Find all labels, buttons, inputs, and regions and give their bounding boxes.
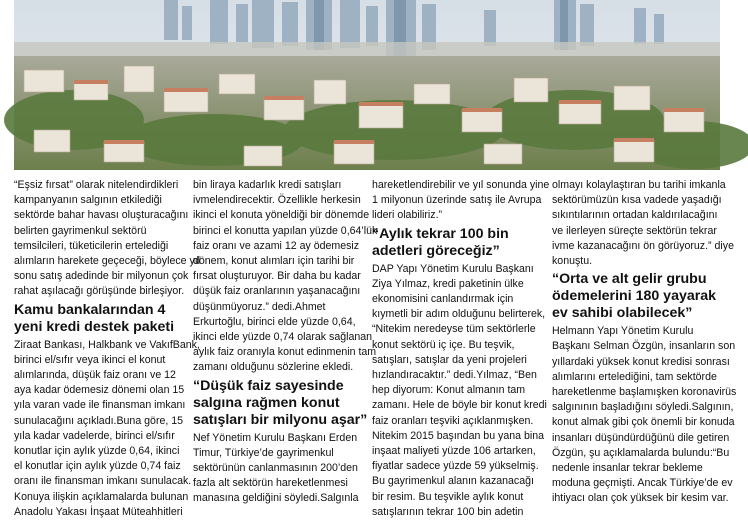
text-line: Nitekim 2015 başından bu yana bina <box>372 429 544 442</box>
text-line: moduna geçmişti. Ancak Türkiye’de ev <box>552 477 733 490</box>
text-line: hareketlendirebilir ve yıl sonunda yine <box>372 179 550 191</box>
text-line: ivmelendirecektir. Özellikle herkesin <box>193 194 361 207</box>
text-line: Helmann Yapı Yönetim Kurulu <box>552 325 694 338</box>
text-line: yıla varan vade ile finansman imkanı <box>14 399 186 412</box>
text-line: ödemelerini 180 yayarak <box>552 288 717 305</box>
text-line: aylık faiz oranıyla konut edinmenin tam <box>193 346 377 359</box>
text-line: satışlarının tekrar 100 bin adetin <box>372 505 524 518</box>
text-line: Konuya ilişkin açıklamalarda bulunan <box>14 490 189 503</box>
text-line: birinci el/sıfır veya ikinci el konut <box>14 353 166 366</box>
text-line: alımlarında, düşük faiz oranı ve 12 <box>14 369 176 382</box>
body-paragraph <box>193 178 378 376</box>
text-line: Timur, Türkiye’de gayrimenkul <box>193 446 334 459</box>
text-line: Başkanı Selman Özgün, insanların son <box>552 340 736 353</box>
text-line: ikinci el konuta yöneldiği bir dönemde <box>193 209 370 222</box>
text-line: sonu satış adedinde bir milyonun çok <box>14 270 189 283</box>
text-line: yeni kredi destek paketi <box>14 318 175 335</box>
text-line: adetleri göreceğiz” <box>372 242 500 259</box>
text-line: konut sektörü iç içe. Bu teşvik, <box>372 338 515 351</box>
text-line: temsilcileri, tüketicilerin ertelediği <box>14 239 169 252</box>
text-line: manasına geldiğini söyledi.Salgınla <box>193 492 359 505</box>
text-line: birinci el konutta yapılan yüzde 0,64’lük <box>193 224 378 237</box>
text-line: bin liraya kadarlık kredi satışları <box>193 179 342 191</box>
article-column-3 <box>372 178 550 518</box>
text-line: ivme kazanacağını ön görüyoruz.” diye <box>552 239 734 252</box>
text-line: sıkıntılarının ortadan kaldırılacağını <box>552 209 718 222</box>
text-line: fırsat oluşturuyor. Bir daha bu kadar <box>193 270 361 283</box>
text-line: satışları bir milyonu aşar” <box>193 411 368 428</box>
text-line: rahat aşılacağı görüşünde birleşiyor. <box>14 285 185 298</box>
body-paragraph <box>14 178 201 300</box>
text-line: Anadolu Yakası İnşaat Müteahhitleri <box>14 505 183 518</box>
text-line: Kamu bankalarından 4 <box>14 301 166 318</box>
text-line: hareketlenme başlamışken koronavirüs <box>552 386 737 399</box>
body-paragraph <box>372 178 550 224</box>
text-line: “Nitekim neredeyse tüm sektörlerle <box>372 323 536 336</box>
body-paragraph <box>372 262 547 520</box>
text-line: hızlandıracaktır.” dedi.Yılmaz, “Ben <box>372 369 537 382</box>
text-line: Ziya Yılmaz, kredi paketinin ülke <box>372 277 524 290</box>
section-heading <box>372 226 537 260</box>
text-line: fazla alt sektörün hareketlenmesi <box>193 477 348 490</box>
body-paragraph <box>552 324 737 506</box>
text-line: salgına rağmen konut <box>193 394 340 411</box>
article-column-4 <box>552 178 737 512</box>
text-line: salgınının başladığını söyledi.Salgının, <box>552 401 734 414</box>
text-line: sektörünün canlanmasının 200’den <box>193 462 358 475</box>
text-line: zamanı. Hele de böyle bir konut kredi <box>372 399 547 412</box>
article-column-1 <box>14 178 201 518</box>
section-heading <box>552 271 724 322</box>
text-line: “Düşük faiz sayesinde <box>193 377 344 394</box>
body-paragraph <box>14 338 200 520</box>
text-line: konutlar için aylık yüzde 0,64, ikinci <box>14 445 180 458</box>
text-line: sektörümüzün kısa vadede yaşadığı <box>552 194 722 207</box>
text-line: sunulacağını açıkladı.Buna göre, 15 <box>14 414 184 427</box>
text-line: nedenle insanlar tekrar bekleme <box>552 462 703 475</box>
section-heading <box>193 377 368 429</box>
text-line: “Orta ve alt gelir grubu <box>552 271 707 288</box>
text-line: ev sahibi olabilecek” <box>552 305 693 322</box>
text-line: ve ilerleyen süreçte sektörün tekrar <box>552 224 717 237</box>
text-line: faiz oranı ve azami 12 ay ödemesiz <box>193 239 360 252</box>
text-line: fiyatlar sadece yüzde 59 yükselmiş. <box>372 460 539 473</box>
text-line: zamanı olduğunu sözlerine ekledi. <box>193 361 354 374</box>
text-line: düşünmüyoruz.” dedi.Ahmet <box>193 300 326 313</box>
text-line: düşük faiz oranlarının yaşanacağını <box>193 285 361 298</box>
text-line: Ziraat Bankası, Halkbank ve VakıfBank, <box>14 338 200 351</box>
text-line: aya kadar ödemesiz dönemi olan 15 <box>14 384 185 397</box>
text-line: yıla kadar vadelerde, birinci el/sıfır <box>14 429 175 442</box>
text-line: oranı ile finansman imkanı sunulacak. <box>14 475 192 488</box>
text-line: 1 milyonun üzerinde satış ile Avrupa <box>372 194 542 207</box>
text-line: insanları düşündürdüğünü dile getiren <box>552 431 730 444</box>
text-line: Erkurtoğlu, birinci elde yüzde 0,64, <box>193 315 356 328</box>
text-line: belirten gayrimenkul sektörü <box>14 224 147 237</box>
article-column-2 <box>193 178 378 512</box>
text-line: inşaat maliyeti yüzde 106 artarken, <box>372 445 536 458</box>
text-line: konuştu. <box>552 255 593 268</box>
text-line: dönem, konut alımları için tarihi bir <box>193 255 355 268</box>
body-paragraph <box>193 431 358 507</box>
text-line: “Aylık tekrar 100 bin <box>372 225 509 242</box>
text-line: bir resim. Bu teşvikle aylık konut <box>372 490 524 503</box>
text-line: yıllardaki yüksek konut kredisi sonrası <box>552 355 730 368</box>
text-line: ekonomisini canlandırmak için <box>372 293 514 306</box>
text-line: kampanyanın salgının etkilediği <box>14 194 162 207</box>
text-line: el konutlar için aylık yüzde 0,74 faiz <box>14 460 181 473</box>
text-line: konut almak gibi çok önemli bir konuda <box>552 416 735 429</box>
text-line: alımların harekete geçeceği, böylece yıl <box>14 255 201 268</box>
city-skyline-photo <box>14 0 720 170</box>
text-line: ikinci elde yüzde 0,74 olarak sağlanan <box>193 331 373 344</box>
section-heading <box>14 302 184 336</box>
text-line: kıymetli bir adım olduğunu belirterek, <box>372 308 546 321</box>
text-line: DAP Yapı Yönetim Kurulu Başkanı <box>372 262 534 275</box>
text-line: faiz oranları teşviki açıklanmışken. <box>372 414 534 427</box>
text-line: sektörde bahar havası oluşturacağını <box>14 209 189 222</box>
text-line: Nef Yönetim Kurulu Başkanı Erden <box>193 431 358 444</box>
body-paragraph <box>552 178 734 269</box>
text-line: hep diyorum: Konut almanın tam <box>372 384 526 397</box>
text-line: Özgün, şu açıklamalarda bulundu:“Bu <box>552 446 730 459</box>
text-line: ihtiyacı olan çok yüksek bir kesim var. <box>552 492 729 505</box>
text-line: Bu gayrimenkul alanın kazanacağı <box>372 475 534 488</box>
text-line: alımlarını ertelediğini, tam sektörde <box>552 370 717 383</box>
text-line: olmayı kolaylaştıran bu tarihi imkanla <box>552 179 726 191</box>
text-line: “Eşsiz fırsat” olarak nitelendirdikleri <box>14 179 179 191</box>
text-line: satışları, satışlar da yeni projeleri <box>372 353 527 366</box>
text-line: lideri olabiliriz.” <box>372 209 443 222</box>
